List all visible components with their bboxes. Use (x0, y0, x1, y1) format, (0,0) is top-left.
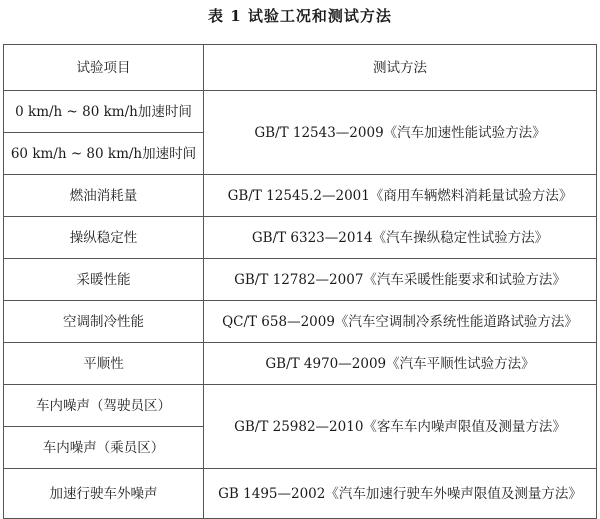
table-caption: 表 1 试验工况和测试方法 (208, 7, 392, 25)
test-method-cell: QC/T 658—2009《汽车空调制冷系统性能道路试验方法》 (204, 301, 597, 343)
test-item-cell: 平顺性 (4, 343, 204, 385)
test-item-cell: 燃油消耗量 (4, 175, 204, 217)
test-item-cell: 操纵稳定性 (4, 217, 204, 259)
test-method-cell: GB/T 6323—2014《汽车操纵稳定性试验方法》 (204, 217, 597, 259)
test-item-cell: 车内噪声（驾驶员区） (4, 385, 204, 427)
table-row (4, 301, 597, 343)
test-method-cell: GB/T 12543—2009《汽车加速性能试验方法》 (204, 91, 597, 175)
test-item-cell: 加速行驶车外噪声 (4, 469, 204, 519)
table-header-row (4, 45, 597, 91)
test-item-cell: 60 km/h ~ 80 km/h加速时间 (4, 133, 204, 175)
test-item-cell: 采暖性能 (4, 259, 204, 301)
test-method-cell: GB/T 12545.2—2001《商用车辆燃料消耗量试验方法》 (204, 175, 597, 217)
table-row (4, 91, 597, 133)
header-test-item: 试验项目 (4, 45, 204, 91)
table-row (4, 175, 597, 217)
test-item-cell: 空调制冷性能 (4, 301, 204, 343)
table-row (4, 259, 597, 301)
test-method-cell: GB/T 12782—2007《汽车采暖性能要求和试验方法》 (204, 259, 597, 301)
test-item-cell: 0 km/h ~ 80 km/h加速时间 (4, 91, 204, 133)
test-method-cell: GB/T 25982—2010《客车车内噪声限值及测量方法》 (204, 385, 597, 469)
table-row (4, 385, 597, 427)
table-row (4, 469, 597, 519)
table-row (4, 343, 597, 385)
test-method-cell: GB 1495—2002《汽车加速行驶车外噪声限值及测量方法》 (204, 469, 597, 519)
test-method-cell: GB/T 4970—2009《汽车平顺性试验方法》 (204, 343, 597, 385)
table-row (4, 217, 597, 259)
test-conditions-table (3, 44, 597, 519)
test-item-cell: 车内噪声（乘员区） (4, 427, 204, 469)
header-test-method: 测试方法 (204, 45, 597, 91)
